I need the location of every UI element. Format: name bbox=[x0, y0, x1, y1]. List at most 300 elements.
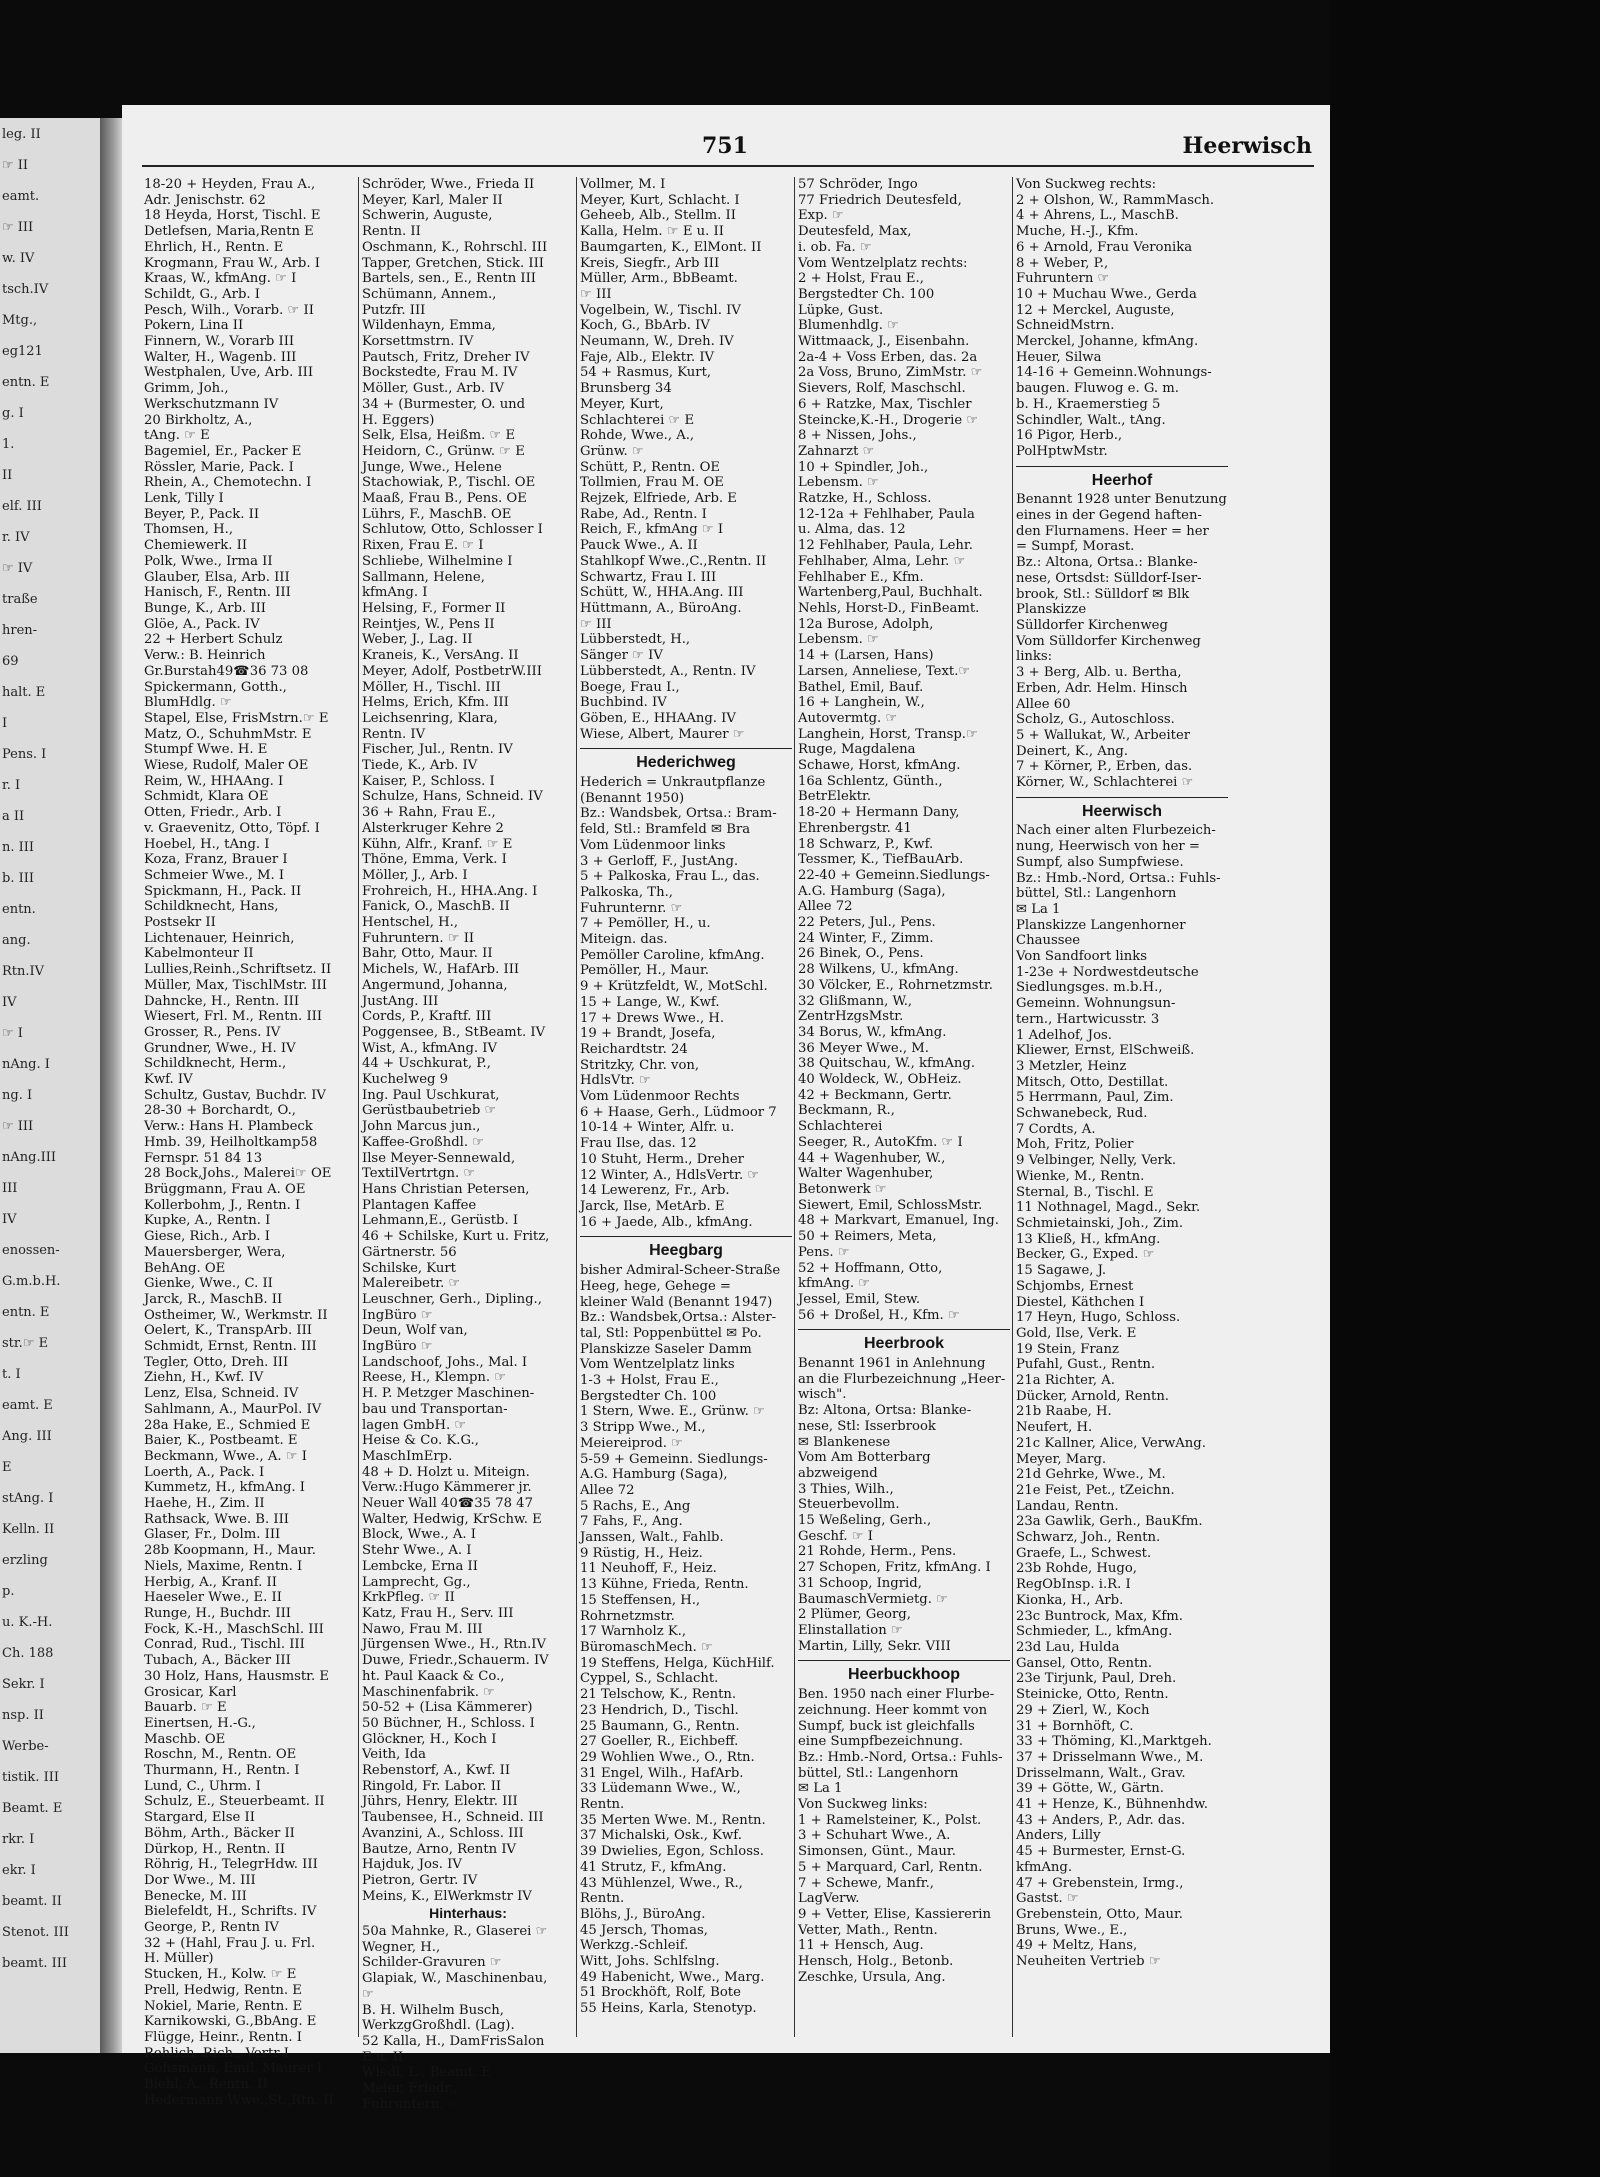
directory-entry-line: Hmb. 39, Heilholtkamp58 bbox=[144, 1134, 318, 1150]
directory-entry-line: Einertsen, H.-G., bbox=[144, 1715, 256, 1731]
left-page-fragment: Rtn.IV bbox=[2, 964, 45, 979]
directory-entry-line: 1 Stern, Wwe. E., Grünw. ☞ bbox=[580, 1404, 765, 1420]
directory-entry-line: Schwarz, Joh., Rentn. bbox=[1016, 1530, 1161, 1546]
directory-entry-line: Stumpf Wwe. H. E bbox=[144, 742, 268, 758]
directory-entry-line: 36 Meyer Wwe., M. bbox=[798, 1040, 929, 1056]
column-1 bbox=[144, 177, 356, 2108]
directory-entry-line: Reintjes, W., Pens II bbox=[362, 616, 495, 632]
directory-entry-line: 22 Peters, Jul., Pens. bbox=[798, 915, 936, 931]
directory-entry-line: Walter, Hedwig, KrSchw. E bbox=[362, 1511, 542, 1527]
directory-entry-line: Möller, Gust., Arb. IV bbox=[362, 381, 504, 397]
directory-entry-line: 19 Stein, Franz bbox=[1016, 1341, 1119, 1357]
directory-entry-line: Glapiak, W., Maschinenbau, bbox=[362, 1971, 548, 1987]
directory-entry-line: Muche, H.-J., Kfm. bbox=[1016, 224, 1139, 240]
directory-entry-line: Fernspr. 51 84 13 bbox=[144, 1150, 263, 1166]
directory-entry-line: Bergstedter Ch. 100 bbox=[798, 286, 935, 302]
directory-entry-line: Gr.Burstah49☎36 73 08 bbox=[144, 663, 309, 679]
directory-entry-line: Junge, Wwe., Helene bbox=[362, 459, 502, 475]
column-divider bbox=[576, 177, 577, 2037]
directory-entry-line: HdlsVtr. ☞ bbox=[580, 1073, 651, 1089]
directory-entry-line: Spickermann, Gotth., bbox=[144, 679, 287, 695]
directory-entry-line: Blöhs, J., BüroAng. bbox=[580, 1906, 706, 1922]
left-page-fragment: w. IV bbox=[2, 251, 35, 266]
directory-entry-line: Gienke, Wwe., C. II bbox=[144, 1276, 273, 1292]
directory-entry-line: 33 Lüdemann Wwe., W., bbox=[580, 1781, 741, 1797]
directory-entry-line: Kwf. IV bbox=[144, 1072, 193, 1088]
directory-entry-line: Benannt 1961 in Anlehnung bbox=[798, 1356, 986, 1372]
directory-entry-line: Fuhruntern. ☞ II bbox=[362, 930, 475, 946]
left-page-fragment: entn. E bbox=[2, 375, 50, 390]
directory-entry-line: Rentn. IV bbox=[362, 726, 426, 742]
directory-entry-line: Wartenberg,Paul, Buchhalt. bbox=[798, 585, 983, 601]
directory-entry-line: Gärtnerstr. 56 bbox=[362, 1244, 457, 1260]
directory-entry-line: Tapper, Gretchen, Stick. III bbox=[362, 255, 545, 271]
directory-entry-line: Graefe, L., Schwest. bbox=[1016, 1545, 1152, 1561]
directory-entry-line: Schütt, W., HHA.Ang. III bbox=[580, 585, 744, 601]
directory-entry-line: ✉ La 1 bbox=[1016, 901, 1061, 917]
directory-entry-line: Gastst. ☞ bbox=[1016, 1891, 1079, 1907]
directory-entry-line: Glöe, A., Pack. IV bbox=[144, 616, 260, 632]
directory-entry-line: RegObInsp. i.R. I bbox=[1016, 1577, 1131, 1593]
street-heading: Heerwisch bbox=[1016, 797, 1228, 820]
directory-entry-line: Lenz, Elsa, Schneid. IV bbox=[144, 1386, 299, 1402]
directory-entry-line: 29 Wohlien Wwe., O., Rtn. bbox=[580, 1749, 755, 1765]
directory-entry-line: Ringold, Fr. Labor. II bbox=[362, 1778, 502, 1794]
directory-entry-line: Herbig, A., Kranf. II bbox=[144, 1574, 277, 1590]
column-divider bbox=[794, 177, 795, 2037]
directory-entry-line: Biehl, A., Rentn. II bbox=[144, 2077, 268, 2093]
directory-entry-line: Geschf. ☞ I bbox=[798, 1528, 874, 1544]
directory-entry-line: 15 Steffensen, H., bbox=[580, 1592, 701, 1608]
directory-entry-line: Michels, W., HafArb. III bbox=[362, 962, 520, 978]
left-page-fragment: eamt. E bbox=[2, 1398, 53, 1413]
directory-entry-line: Kummetz, H., kfmAng. I bbox=[144, 1480, 306, 1496]
left-page-fragment: r. I bbox=[2, 778, 21, 793]
directory-entry-line: 22 + Herbert Schulz bbox=[144, 632, 283, 648]
directory-entry-line: Karnikowski, G.,BbAng. E bbox=[144, 2014, 317, 2030]
directory-entry-line: Ben. 1950 nach einer Flurbe- bbox=[798, 1687, 995, 1703]
directory-entry-line: Schildt, G., Arb. I bbox=[144, 286, 260, 302]
directory-entry-line: Landschoof, Johs., Mal. I bbox=[362, 1354, 528, 1370]
directory-entry-line: Bartels, sen., E., Rentn III bbox=[362, 271, 537, 287]
directory-entry-line: Bergstedter Ch. 100 bbox=[580, 1388, 717, 1404]
left-page-edge bbox=[0, 118, 100, 2053]
directory-entry-line: Fischer, Jul., Rentn. IV bbox=[362, 742, 513, 758]
directory-entry-line: Tessmer, K., TiefBauArb. bbox=[798, 852, 964, 868]
directory-entry-line: 46 + Schilske, Kurt u. Fritz, bbox=[362, 1229, 550, 1245]
directory-entry-line: kfmAng. ☞ bbox=[798, 1276, 871, 1292]
directory-entry-line: Gerüstbaubetrieb ☞ bbox=[362, 1103, 497, 1119]
directory-entry-line: 5 + Palkoska, Frau L., das. bbox=[580, 869, 760, 885]
directory-entry-line: Meyer, Marg. bbox=[1016, 1451, 1107, 1467]
directory-entry-line: 2a Voss, Bruno, ZimMstr. ☞ bbox=[798, 365, 983, 381]
directory-entry-line: 10-14 + Winter, Alfr. u. bbox=[580, 1120, 735, 1136]
directory-entry-line: Glauber, Elsa, Arb. III bbox=[144, 569, 290, 585]
directory-entry-line: 38 Quitschau, W., kfmAng. bbox=[798, 1056, 976, 1072]
directory-entry-line: Hans Christian Petersen, bbox=[362, 1182, 530, 1197]
directory-entry-line: Koza, Franz, Brauer I bbox=[144, 852, 288, 868]
directory-entry-line: LagVerw. bbox=[798, 1891, 860, 1907]
directory-entry-line: 14 Lewerenz, Fr., Arb. bbox=[580, 1183, 730, 1199]
directory-entry-line: 5 Herrmann, Paul, Zim. bbox=[1016, 1090, 1174, 1106]
directory-entry-line: Haeseler Wwe., E. II bbox=[144, 1590, 282, 1606]
directory-entry-line: 43 Mühlenzel, Wwe., R., bbox=[580, 1875, 743, 1891]
directory-entry-line: B. H. Wilhelm Busch, bbox=[362, 2002, 504, 2018]
directory-entry-line: 22-40 + Gemeinn.Siedlungs- bbox=[798, 867, 990, 883]
directory-entry-line: Müller, Arm., BbBeamt. bbox=[580, 271, 738, 287]
directory-entry-line: Stahlkopf Wwe.,C.,Rentn. II bbox=[580, 553, 767, 569]
directory-entry-line: 19 Steffens, Helga, KüchHilf. bbox=[580, 1655, 775, 1671]
directory-entry-line: 3 Metzler, Heinz bbox=[1016, 1058, 1127, 1074]
directory-entry-line: wisch". bbox=[798, 1387, 847, 1403]
directory-entry-line: Rabe, Ad., Rentn. I bbox=[580, 506, 707, 522]
directory-entry-line: Sahlmann, A., MaurPol. IV bbox=[144, 1401, 322, 1417]
directory-entry-line: Röhrig, H., TelegrHdw. III bbox=[144, 1857, 318, 1873]
left-page-fragment: beamt. III bbox=[2, 1956, 67, 1971]
directory-entry-line: 21e Feist, Pet., tZeichn. bbox=[1016, 1482, 1175, 1498]
directory-entry-line: Witt, Johs. Schlfslng. bbox=[580, 1954, 720, 1970]
directory-entry-line: Lüpke, Gust. bbox=[798, 302, 884, 318]
left-page-fragment: n. III bbox=[2, 840, 35, 855]
directory-entry-line: 54 + Rasmus, Kurt, bbox=[580, 365, 712, 381]
directory-entry-line: Kollerbohm, J., Rentn. I bbox=[144, 1197, 301, 1213]
left-page-fragment: Beamt. E bbox=[2, 1801, 63, 1816]
directory-entry-line: Sumpf, also Sumpfwiese. bbox=[1016, 854, 1184, 870]
directory-entry-line: 10 + Muchau Wwe., Gerda bbox=[1016, 286, 1197, 302]
directory-entry-line: Meyer, Karl, Maler II bbox=[362, 192, 503, 208]
directory-entry-line: Schwartz, Frau I. III bbox=[580, 569, 717, 585]
directory-entry-line: Stritzky, Chr. von, bbox=[580, 1057, 700, 1073]
directory-entry-line: Niels, Maxime, Rentn. I bbox=[144, 1558, 303, 1574]
directory-entry-line: Reese, H., Klempn. ☞ bbox=[362, 1370, 507, 1386]
directory-entry-line: den Flurnamens. Heer = her bbox=[1016, 523, 1209, 539]
running-head: Heerwisch bbox=[1182, 133, 1312, 159]
directory-entry-line: Gemeinn. Wohnungsun- bbox=[1016, 996, 1176, 1012]
left-page-fragment: tistik. III bbox=[2, 1770, 59, 1785]
left-page-fragment: u. K.-H. bbox=[2, 1615, 53, 1630]
directory-entry-line: zeichnung. Heer kommt von bbox=[798, 1702, 988, 1718]
directory-entry-line: Allee 72 bbox=[580, 1482, 635, 1498]
directory-entry-line: Loerth, A., Pack. I bbox=[144, 1464, 265, 1480]
directory-entry-line: 20 Birkholtz, A., bbox=[144, 412, 253, 428]
directory-entry-line: Merckel, Johanne, kfmAng. bbox=[1016, 334, 1199, 350]
directory-entry-line: Planskizze Saseler Damm bbox=[580, 1341, 752, 1357]
directory-entry-line: 1-23e + Nordwestdeutsche bbox=[1016, 964, 1199, 980]
directory-entry-line: Maschb. OE bbox=[144, 1731, 226, 1747]
directory-entry-line: Wist, A., kfmAng. IV bbox=[362, 1040, 498, 1056]
directory-entry-line: 42 + Beckmann, Gertr. bbox=[798, 1087, 952, 1103]
directory-entry-line: Kuchelweg 9 bbox=[362, 1072, 449, 1088]
directory-entry-line: IngBüro ☞ bbox=[362, 1307, 433, 1323]
directory-entry-line: Allee 72 bbox=[798, 899, 853, 915]
directory-entry-line: 49 + Meltz, Hans, bbox=[1016, 1938, 1138, 1954]
directory-entry-line: Block, Wwe., A. I bbox=[362, 1527, 476, 1543]
directory-entry-line: 3 Stripp Wwe., M., bbox=[580, 1420, 706, 1436]
directory-entry-line: Möller, J., Arb. I bbox=[362, 867, 468, 883]
directory-entry-line: 2 + Olshon, W., RammMasch. bbox=[1016, 192, 1215, 208]
directory-entry-line: 5 Rachs, E., Ang bbox=[580, 1498, 691, 1514]
directory-entry-line: 3 + Berg, Alb. u. Bertha, bbox=[1016, 665, 1182, 681]
directory-entry-line: 9 + Vetter, Elise, Kassiererin bbox=[798, 1906, 991, 1922]
left-page-fragment: hren- bbox=[2, 623, 38, 638]
directory-entry-line: Stucken, H., Kolw. ☞ E bbox=[144, 1967, 297, 1983]
directory-entry-line: Kalla, Helm. ☞ E u. II bbox=[580, 224, 724, 240]
directory-entry-line: 30 Völcker, E., Rohrnetzmstr. bbox=[798, 977, 993, 993]
directory-entry-line: Beyer, P., Pack. II bbox=[144, 506, 260, 522]
directory-entry-line: Pauck Wwe., A. II bbox=[580, 538, 698, 554]
directory-entry-line: nese, Stl: Isserbrook bbox=[798, 1418, 936, 1434]
directory-entry-line: Schulz, E., Steuerbeamt. II bbox=[144, 1794, 325, 1810]
left-page-fragment: nAng.III bbox=[2, 1150, 56, 1165]
directory-entry-line: Benannt 1928 unter Benutzung bbox=[1016, 492, 1227, 508]
directory-entry-line: Nehls, Horst-D., FinBeamt. bbox=[798, 600, 980, 616]
directory-entry-line: H. Eggers) bbox=[362, 412, 435, 428]
directory-entry-line: Schwerin, Auguste, bbox=[362, 208, 493, 224]
directory-entry-line: Verw.:Hugo Kämmerer jr. bbox=[362, 1480, 532, 1496]
directory-entry-line: Ilse Meyer-Sennewald, bbox=[362, 1150, 516, 1166]
directory-entry-line: Frau Ilse, das. 12 bbox=[580, 1136, 697, 1152]
directory-entry-line: Matz, O., SchuhmMstr. E bbox=[144, 726, 312, 742]
directory-entry-line: 43 + Anders, P., Adr. das. bbox=[1016, 1812, 1186, 1828]
directory-entry-line: 6 + Ratzke, Max, Tischler bbox=[798, 396, 972, 412]
directory-entry-line: Cyppel, S., Schlacht. bbox=[580, 1671, 719, 1687]
directory-entry-line: A.G. Hamburg (Saga), bbox=[580, 1467, 728, 1483]
directory-entry-line: Lübberstedt, H., bbox=[580, 632, 691, 648]
directory-entry-line: Planskizze bbox=[1016, 602, 1087, 618]
directory-entry-line: Wegner, H., bbox=[362, 1939, 441, 1955]
directory-entry-line: Boege, Frau I., bbox=[580, 679, 680, 695]
directory-entry-line: Mitsch, Otto, Destillat. bbox=[1016, 1074, 1169, 1090]
directory-entry-line: Bz: Altona, Ortsa: Blanke- bbox=[798, 1403, 972, 1419]
directory-entry-line: v. Graevenitz, Otto, Töpf. I bbox=[144, 820, 320, 836]
directory-entry-line: Kühn, Alfr., Kranf. ☞ E bbox=[362, 836, 513, 852]
left-page-fragment: b. III bbox=[2, 871, 34, 886]
directory-entry-line: Pesch, Wilh., Vorarb. ☞ II bbox=[144, 302, 314, 318]
column-2 bbox=[362, 177, 574, 2112]
left-page-fragment: ng. I bbox=[2, 1088, 33, 1103]
directory-entry-line: Dor Wwe., M. III bbox=[144, 1872, 256, 1888]
directory-entry-line: Koch, G., BbArb. IV bbox=[580, 318, 710, 334]
directory-entry-line: 51 Brockhöft, Rolf, Bote bbox=[580, 1985, 741, 2001]
directory-entry-line: Heuer, Silwa bbox=[1016, 349, 1102, 365]
left-page-fragment: I bbox=[2, 716, 8, 731]
directory-entry-line: Stehr Wwe., A. I bbox=[362, 1543, 472, 1559]
left-page-fragment: a II bbox=[2, 809, 25, 824]
directory-entry-line: u. Alma, das. 12 bbox=[798, 522, 906, 538]
left-page-fragment: Werbe- bbox=[2, 1739, 49, 1754]
directory-entry-line: Exp. ☞ bbox=[798, 208, 844, 224]
directory-entry-line: Drisselmann, Walt., Grav. bbox=[1016, 1765, 1186, 1781]
directory-entry-line: WerkzgGroßhdl. (Lag). bbox=[362, 2018, 515, 2034]
directory-entry-line: Faje, Alb., Elektr. IV bbox=[580, 349, 715, 365]
directory-entry-line: Vom Lüdenmoor Rechts bbox=[580, 1089, 740, 1105]
directory-entry-line: Fuhruntern ☞ bbox=[1016, 271, 1110, 287]
directory-entry-line: Miteign. das. bbox=[580, 932, 668, 948]
directory-entry-line: Glöckner, H., Koch I bbox=[362, 1731, 497, 1747]
directory-entry-line: Schliebe, Wilhelmine I bbox=[362, 553, 513, 569]
directory-entry-line: Katz, Frau H., Serv. III bbox=[362, 1605, 514, 1621]
directory-entry-line: Taubensee, H., Schneid. III bbox=[362, 1810, 544, 1826]
directory-entry-line: Bauarb. ☞ E bbox=[144, 1700, 227, 1716]
directory-entry-line: Ehrenbergstr. 41 bbox=[798, 820, 912, 836]
directory-entry-line: ☞ bbox=[362, 1986, 374, 2002]
directory-entry-line: 10 Stuht, Herm., Dreher bbox=[580, 1151, 744, 1167]
left-page-fragment: nsp. II bbox=[2, 1708, 44, 1723]
directory-entry-line: Grosser, R., Pens. IV bbox=[144, 1024, 281, 1040]
directory-entry-line: Chaussee bbox=[1016, 933, 1081, 949]
directory-entry-line: Rehlich, Rich., Vertr I bbox=[144, 2045, 289, 2061]
directory-entry-line: BehAng. OE bbox=[144, 1260, 226, 1276]
street-heading: Hederichweg bbox=[580, 748, 792, 771]
directory-entry-line: 10 + Spindler, Joh., bbox=[798, 459, 929, 475]
directory-entry-line: 7 + Schewe, Manfr., bbox=[798, 1875, 934, 1891]
directory-entry-line: Dahncke, H., Rentn. III bbox=[144, 993, 300, 1009]
directory-entry-line: büttel, Stl.: Langenhorn bbox=[1016, 886, 1177, 902]
directory-entry-line: Hederich = Unkrautpflanze bbox=[580, 775, 766, 791]
directory-entry-line: Meier, Friedr., bbox=[362, 2081, 458, 2097]
directory-entry-line: 8 + Weber, P., bbox=[1016, 255, 1109, 271]
directory-entry-line: 7 + Pemöller, H., u. bbox=[580, 916, 711, 932]
directory-entry-line: Frohreich, H., HHA.Ang. I bbox=[362, 883, 538, 899]
directory-entry-line: Meyer, Kurt, bbox=[580, 396, 664, 412]
directory-entry-line: 9 + Krützfeldt, W., MotSchl. bbox=[580, 979, 768, 995]
directory-entry-line: Jarck, R., MaschB. II bbox=[144, 1291, 283, 1307]
directory-entry-line: IngBüro ☞ bbox=[362, 1339, 433, 1355]
directory-entry-line: 3 + Gerloff, F., JustAng. bbox=[580, 853, 739, 869]
directory-entry-line: Lullies,Reinh.,Schriftsetz. II bbox=[144, 962, 332, 978]
directory-entry-line: Vetter, Math., Rentn. bbox=[798, 1922, 938, 1938]
directory-entry-line: 21a Richter, A. bbox=[1016, 1373, 1115, 1389]
directory-entry-line: Schümann, Annem., bbox=[362, 286, 497, 302]
directory-entry-line: Pietron, Gertr. IV bbox=[362, 1872, 478, 1888]
left-page-fragment: str.☞ E bbox=[2, 1336, 49, 1351]
directory-entry-line: Vom Wentzelplatz rechts: bbox=[798, 255, 968, 271]
directory-entry-line: Pens. ☞ bbox=[798, 1244, 850, 1260]
directory-entry-line: 23e Tirjunk, Paul, Dreh. bbox=[1016, 1671, 1177, 1687]
directory-entry-line: Allee 60 bbox=[1016, 696, 1071, 712]
directory-entry-line: 14 + (Larsen, Hans) bbox=[798, 648, 934, 664]
directory-entry-line: Autovermtg. ☞ bbox=[798, 710, 898, 726]
left-page-fragment: Stenot. III bbox=[2, 1925, 69, 1940]
directory-entry-line: Steuerbevollm. bbox=[798, 1497, 900, 1513]
directory-entry-line: Bautze, Arno, Rentn IV bbox=[362, 1841, 517, 1857]
directory-entry-line: Schütt, P., Rentn. OE bbox=[580, 459, 721, 475]
directory-entry-line: 33 + Thöming, Kl.,Marktgeh. bbox=[1016, 1734, 1212, 1750]
left-page-fragment: Ang. III bbox=[2, 1429, 52, 1444]
directory-entry-line: 49 Habenicht, Wwe., Marg. bbox=[580, 1969, 765, 1985]
directory-entry-line: 41 + Henze, K., Bühnenhdw. bbox=[1016, 1797, 1208, 1813]
left-page-fragment: ang. bbox=[2, 933, 31, 948]
directory-entry-line: Heeg, hege, Gehege = bbox=[580, 1278, 731, 1294]
directory-entry-line: 27 Schopen, Fritz, kfmAng. I bbox=[798, 1560, 991, 1576]
directory-entry-line: 15 Sagawe, J. bbox=[1016, 1263, 1107, 1279]
directory-entry-line: Polk, Wwe., Irma II bbox=[144, 553, 273, 569]
directory-entry-line: 24 Winter, F., Zimm. bbox=[798, 930, 934, 946]
directory-entry-line: John Marcus jun., bbox=[362, 1119, 481, 1135]
directory-entry-line: Kaiser, P., Schloss. I bbox=[362, 773, 495, 789]
directory-entry-line: Bunge, K., Arb. III bbox=[144, 600, 267, 616]
directory-entry-line: Von Sandfoort links bbox=[1016, 949, 1148, 965]
directory-entry-line: 17 Heyn, Hugo, Schloss. bbox=[1016, 1310, 1181, 1326]
directory-entry-line: Lehmann,E., Gerüstb. I bbox=[362, 1213, 519, 1229]
directory-entry-line: Finnern, W., Vorarb III bbox=[144, 334, 295, 350]
directory-entry-line: Scholz, G., Autoschloss. bbox=[1016, 712, 1175, 728]
left-page-fragment: 69 bbox=[2, 654, 19, 669]
directory-entry-line: Bielefeldt, H., Schrifts. IV bbox=[144, 1904, 317, 1920]
directory-entry-line: BlumHdlg. ☞ bbox=[144, 695, 232, 711]
directory-entry-line: Lebensm. ☞ bbox=[798, 632, 879, 648]
directory-entry-line: Oelert, K., TranspArb. III bbox=[144, 1323, 312, 1339]
directory-entry-line: Bathel, Emil, Bauf. bbox=[798, 679, 924, 695]
directory-entry-line: Brüggmann, Frau A. OE bbox=[144, 1182, 306, 1197]
directory-entry-line: E u. II bbox=[362, 2049, 404, 2065]
directory-entry-line: Reichardtstr. 24 bbox=[580, 1041, 688, 1057]
directory-entry-line: 56 + Droßel, H., Kfm. ☞ bbox=[798, 1307, 960, 1323]
left-page-fragment: ☞ III bbox=[2, 1119, 34, 1134]
directory-entry-line: Lebensm. ☞ bbox=[798, 475, 879, 491]
directory-entry-line: Meyer, Kurt, Schlacht. I bbox=[580, 192, 740, 208]
directory-entry-line: Sallmann, Helene, bbox=[362, 569, 485, 585]
directory-entry-line: 50a Mahnke, R., Glaserei ☞ bbox=[362, 1924, 548, 1940]
directory-entry-line: Runge, H., Buchdr. III bbox=[144, 1605, 291, 1621]
left-page-fragment: ☞ III bbox=[2, 220, 34, 235]
column-5 bbox=[1016, 177, 1228, 2047]
left-page-fragment: elf. III bbox=[2, 499, 42, 514]
directory-entry-line: Sievers, Rolf, Maschschl. bbox=[798, 381, 966, 397]
directory-entry-line: ☞ III bbox=[580, 616, 612, 632]
directory-entry-line: Chemiewerk. II bbox=[144, 538, 248, 554]
directory-entry-line: Gold, Ilse, Verk. E bbox=[1016, 1325, 1137, 1341]
directory-entry-line: 6 + Haase, Gerh., Lüdmoor 7 bbox=[580, 1104, 777, 1120]
directory-entry-line: Gansel, Otto, Rentn. bbox=[1016, 1655, 1153, 1671]
directory-entry-line: Jührs, Henry, Elektr. III bbox=[362, 1794, 518, 1810]
directory-entry-line: Rejzek, Elfriede, Arb. E bbox=[580, 491, 737, 507]
left-page-fragment: Ch. 188 bbox=[2, 1646, 54, 1661]
directory-entry-line: Müller, Max, TischlMstr. III bbox=[144, 977, 327, 993]
book-gutter bbox=[100, 118, 122, 2053]
header-rule bbox=[142, 165, 1314, 167]
directory-entry-line: Fanick, O., MaschB. II bbox=[362, 899, 510, 915]
directory-entry-line: Steincke,K.-H., Drogerie ☞ bbox=[798, 412, 979, 428]
left-page-fragment: IV bbox=[2, 1212, 17, 1227]
directory-entry-line: Kabelmonteur II bbox=[144, 946, 254, 962]
directory-entry-line: 13 Kühne, Frieda, Rentn. bbox=[580, 1577, 749, 1593]
street-heading: Hinterhaus: bbox=[429, 1905, 507, 1922]
directory-entry-line: 21 Rohde, Herm., Pens. bbox=[798, 1544, 957, 1560]
directory-entry-line: 34 Borus, W., kfmAng. bbox=[798, 1024, 947, 1040]
directory-entry-line: 18-20 + Heyden, Frau A., bbox=[144, 177, 316, 192]
column-divider bbox=[1012, 177, 1013, 2037]
directory-entry-line: Haehe, H., Zim. II bbox=[144, 1496, 265, 1512]
directory-entry-line: Selk, Elsa, Heißm. ☞ E bbox=[362, 428, 516, 444]
directory-entry-line: Reich, F., kfmAng ☞ I bbox=[580, 522, 724, 538]
directory-entry-line: Palkoska, Th., bbox=[580, 884, 673, 900]
directory-entry-line: 48 + D. Holzt u. Miteign. bbox=[362, 1464, 530, 1480]
left-page-fragment: G.m.b.H. bbox=[2, 1274, 61, 1289]
directory-entry-line: = Sumpf, Morast. bbox=[1016, 539, 1135, 555]
left-page-fragment: stAng. I bbox=[2, 1491, 54, 1506]
left-page-fragment: leg. II bbox=[2, 127, 41, 142]
directory-entry-line: Diestel, Käthchen I bbox=[1016, 1294, 1145, 1310]
directory-entry-line: Tiede, K., Arb. IV bbox=[362, 758, 478, 774]
directory-entry-line: Maschinenfabrik. ☞ bbox=[362, 1684, 495, 1700]
directory-entry-line: 9 Velbinger, Nelly, Verk. bbox=[1016, 1153, 1177, 1169]
directory-entry-line: Bagemiel, Er., Packer E bbox=[144, 443, 302, 459]
directory-entry-line: Weber, J., Lag. II bbox=[362, 632, 473, 648]
directory-entry-line: 52 + Hoffmann, Otto, bbox=[798, 1260, 943, 1276]
directory-entry-line: Grünw. ☞ bbox=[580, 443, 644, 459]
directory-entry-line: 35 Merten Wwe. M., Rentn. bbox=[580, 1812, 766, 1828]
